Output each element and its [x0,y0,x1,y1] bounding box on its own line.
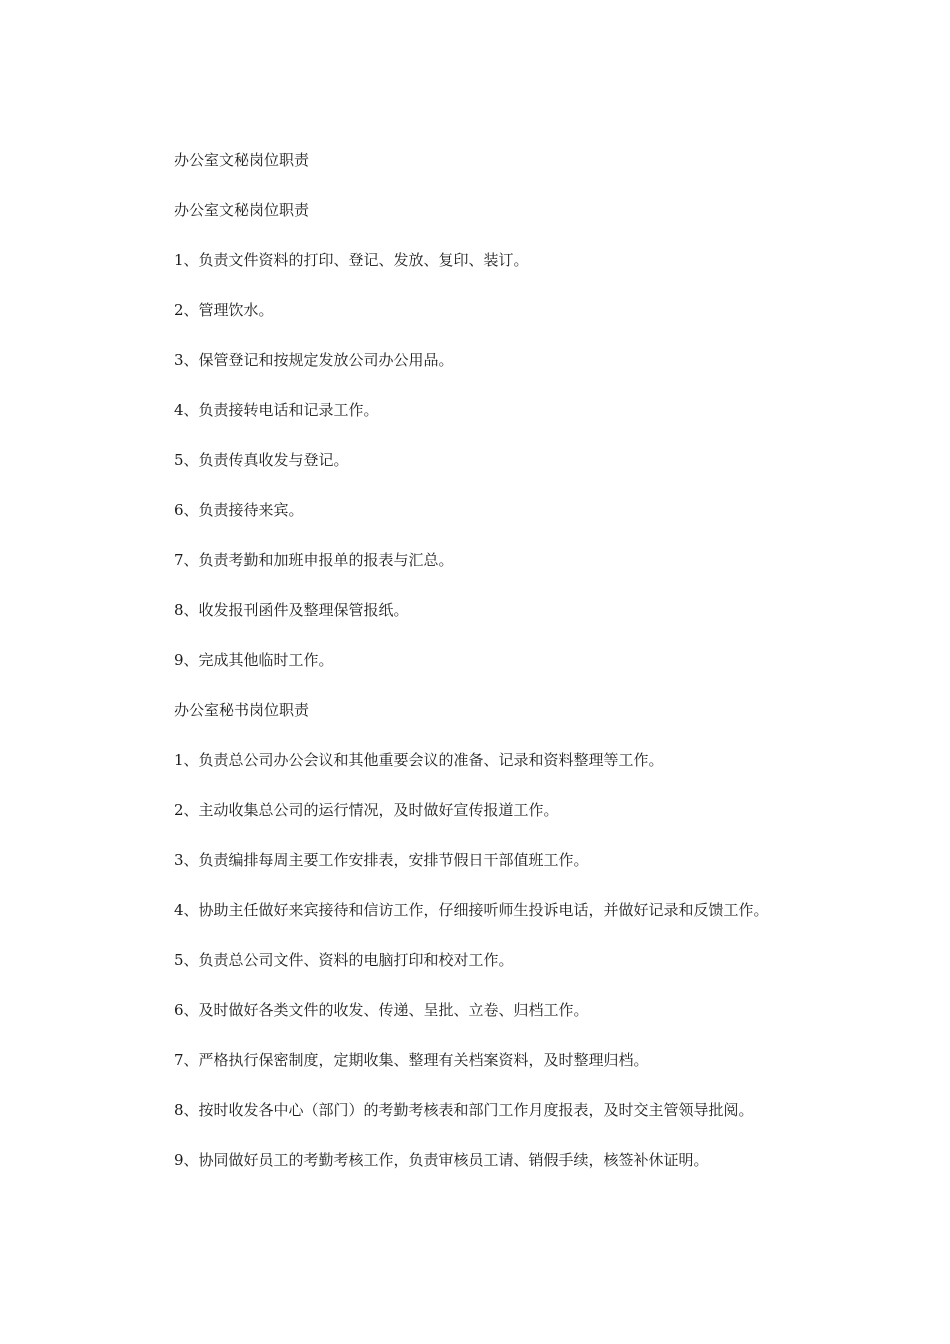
list-item: 9、协同做好员工的考勤考核工作，负责审核员工请、销假手续，核签补休证明。 [174,1151,709,1169]
section-heading-secretarial: 办公室文秘岗位职责 [174,201,310,219]
list-item: 6、及时做好各类文件的收发、传递、呈批、立卷、归档工作。 [174,1001,589,1019]
list-item: 4、协助主任做好来宾接待和信访工作，仔细接听师生投诉电话，并做好记录和反馈工作。 [174,901,769,919]
list-item: 8、按时收发各中心（部门）的考勤考核表和部门工作月度报表，及时交主管领导批阅。 [174,1101,754,1119]
document-title: 办公室文秘岗位职责 [174,151,310,169]
list-item: 2、管理饮水。 [174,301,274,319]
list-item: 5、负责总公司文件、资料的电脑打印和校对工作。 [174,951,514,969]
list-item: 9、完成其他临时工作。 [174,651,334,669]
list-item: 7、严格执行保密制度，定期收集、整理有关档案资料，及时整理归档。 [174,1051,649,1069]
list-item: 4、负责接转电话和记录工作。 [174,401,379,419]
list-item: 5、负责传真收发与登记。 [174,451,349,469]
list-item: 3、保管登记和按规定发放公司办公用品。 [174,351,454,369]
list-item: 2、主动收集总公司的运行情况，及时做好宣传报道工作。 [174,801,559,819]
list-item: 1、负责总公司办公会议和其他重要会议的准备、记录和资料整理等工作。 [174,751,664,769]
section-heading-secretary: 办公室秘书岗位职责 [174,701,310,719]
list-item: 6、负责接待来宾。 [174,501,304,519]
document-body [140,148,816,1198]
list-item: 8、收发报刊函件及整理保管报纸。 [174,601,409,619]
list-item: 1、负责文件资料的打印、登记、发放、复印、装订。 [174,251,529,269]
list-item: 7、负责考勤和加班申报单的报表与汇总。 [174,551,454,569]
list-item: 3、负责编排每周主要工作安排表，安排节假日干部值班工作。 [174,851,589,869]
